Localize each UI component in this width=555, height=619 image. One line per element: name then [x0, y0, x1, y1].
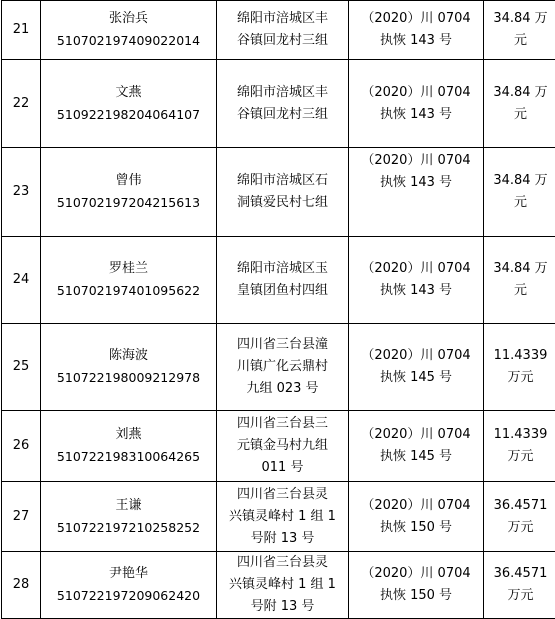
case-number-cell: [349, 60, 484, 148]
case-number-line: （2020）川 0704: [361, 566, 471, 581]
row-number: 26: [2, 411, 41, 482]
row-number: 25: [2, 324, 41, 411]
address-line: 绵阳市涪城区玉: [236, 261, 328, 276]
case-number-line: 执恢 143 号: [379, 283, 453, 298]
amount-line: 11.4339: [493, 348, 548, 363]
amount-cell: [484, 1, 555, 60]
address-line: 洞镇爱民村七组: [236, 195, 328, 210]
table-row: [2, 552, 555, 619]
case-number-line: （2020）川 0704: [361, 497, 471, 513]
amount-cell: [484, 411, 555, 482]
row-number: 21: [2, 1, 41, 60]
amount-cell: [484, 324, 555, 411]
case-number-line: （2020）川 0704: [361, 84, 471, 100]
id-number: 510702197204215613: [56, 195, 201, 210]
case-number-cell: [349, 482, 484, 552]
case-number-line: 执恢 145 号: [379, 370, 453, 385]
table-row: [2, 411, 555, 482]
case-number-line: 执恢 143 号: [379, 175, 453, 190]
address-cell: [217, 324, 349, 411]
amount-cell: [484, 60, 555, 148]
amount-line: 万元: [507, 519, 534, 535]
id-number: 510722197209062420: [56, 588, 201, 603]
address-line: 四川省三台县三: [236, 416, 328, 431]
case-number-line: 执恢 150 号: [379, 588, 453, 603]
case-number-cell: [349, 411, 484, 482]
id-number: 510722197210258252: [56, 519, 201, 535]
person-name: 陈海波: [108, 348, 148, 363]
address-line: 四川省三台县潼: [236, 337, 328, 352]
case-number-cell: [349, 237, 484, 324]
address-line: 川镇广化云鼎村: [236, 359, 328, 374]
address-cell: [217, 552, 349, 619]
case-number-line: 执恢 150 号: [379, 519, 453, 535]
id-number: 510702197409022014: [56, 33, 201, 48]
id-number: 510722198009212978: [56, 370, 201, 385]
address-cell: [217, 148, 349, 237]
case-number-line: 执恢 143 号: [379, 106, 453, 122]
address-line: 四川省三台县灵: [236, 555, 328, 570]
table-row: [2, 324, 555, 411]
case-number-line: （2020）川 0704: [361, 348, 471, 363]
address-line: 号附 13 号: [250, 599, 315, 614]
person-cell: [41, 411, 217, 482]
case-number-line: 执恢 143 号: [379, 33, 453, 48]
amount-line: 34.84 万: [493, 173, 548, 188]
address-line: 九组 023 号: [246, 381, 319, 396]
person-name: 王谦: [115, 497, 142, 513]
address-line: 绵阳市涪城区丰: [236, 84, 328, 100]
row-number: 28: [2, 552, 41, 619]
amount-line: 元: [513, 283, 527, 298]
table-row: [2, 60, 555, 148]
address-line: 号附 13 号: [250, 530, 315, 546]
address-line: 四川省三台县灵: [236, 486, 328, 502]
case-number-line: （2020）川 0704: [361, 261, 471, 276]
address-line: 谷镇回龙村三组: [236, 106, 328, 122]
address-line: 元镇金马村九组: [236, 438, 328, 453]
person-name: 尹艳华: [108, 566, 148, 581]
amount-line: 万元: [507, 449, 534, 464]
amount-line: 元: [513, 33, 527, 48]
amount-cell: [484, 237, 555, 324]
id-number: 510922198204064107: [56, 106, 201, 122]
address-cell: [217, 1, 349, 60]
person-cell: [41, 60, 217, 148]
address-cell: [217, 482, 349, 552]
address-cell: [217, 60, 349, 148]
person-cell: [41, 482, 217, 552]
person-cell: [41, 148, 217, 237]
person-name: 罗桂兰: [108, 261, 148, 276]
amount-line: 36.4571: [493, 497, 548, 513]
address-line: 兴镇灵峰村 1 组 1: [229, 577, 336, 592]
row-number: 24: [2, 237, 41, 324]
amount-line: 11.4339: [493, 427, 548, 442]
amount-cell: [484, 148, 555, 237]
address-cell: [217, 411, 349, 482]
table-row: [2, 1, 555, 60]
person-name: 曾伟: [115, 173, 142, 188]
row-number: 22: [2, 60, 41, 148]
address-line: 011 号: [261, 460, 304, 475]
person-cell: [41, 1, 217, 60]
address-line: 谷镇回龙村三组: [236, 33, 328, 48]
case-number-line: （2020）川 0704: [361, 153, 471, 168]
person-name: 文燕: [115, 84, 142, 100]
case-number-line: 执恢 145 号: [379, 449, 453, 464]
address-line: 绵阳市涪城区丰: [236, 11, 328, 26]
person-cell: [41, 324, 217, 411]
case-number-cell: [349, 1, 484, 60]
amount-line: 万元: [507, 370, 534, 385]
id-number: 510722198310064265: [56, 449, 201, 464]
address-line: 皇镇团鱼村四组: [236, 283, 328, 298]
amount-line: 元: [513, 106, 527, 122]
person-cell: [41, 237, 217, 324]
id-number: 510702197401095622: [56, 283, 201, 298]
address-cell: [217, 237, 349, 324]
table-row: [2, 237, 555, 324]
amount-line: 34.84 万: [493, 261, 548, 276]
case-number-cell: [349, 552, 484, 619]
person-name: 刘燕: [115, 427, 142, 442]
amount-line: 34.84 万: [493, 84, 548, 100]
amount-cell: [484, 552, 555, 619]
case-number-line: （2020）川 0704: [361, 11, 471, 26]
case-number-line: （2020）川 0704: [361, 427, 471, 442]
table-row: [2, 148, 555, 237]
person-name: 张治兵: [108, 11, 148, 26]
case-number-cell: [349, 324, 484, 411]
address-line: 兴镇灵峰村 1 组 1: [229, 508, 336, 524]
amount-cell: [484, 482, 555, 552]
amount-line: 36.4571: [493, 566, 548, 581]
row-number: 23: [2, 148, 41, 237]
amount-line: 34.84 万: [493, 11, 548, 26]
person-cell: [41, 552, 217, 619]
table-row: [2, 482, 555, 552]
amount-line: 万元: [507, 588, 534, 603]
debtor-table: [1, 0, 555, 619]
address-line: 绵阳市涪城区石: [236, 173, 328, 188]
row-number: 27: [2, 482, 41, 552]
case-number-cell: [349, 148, 484, 237]
amount-line: 元: [513, 195, 527, 210]
